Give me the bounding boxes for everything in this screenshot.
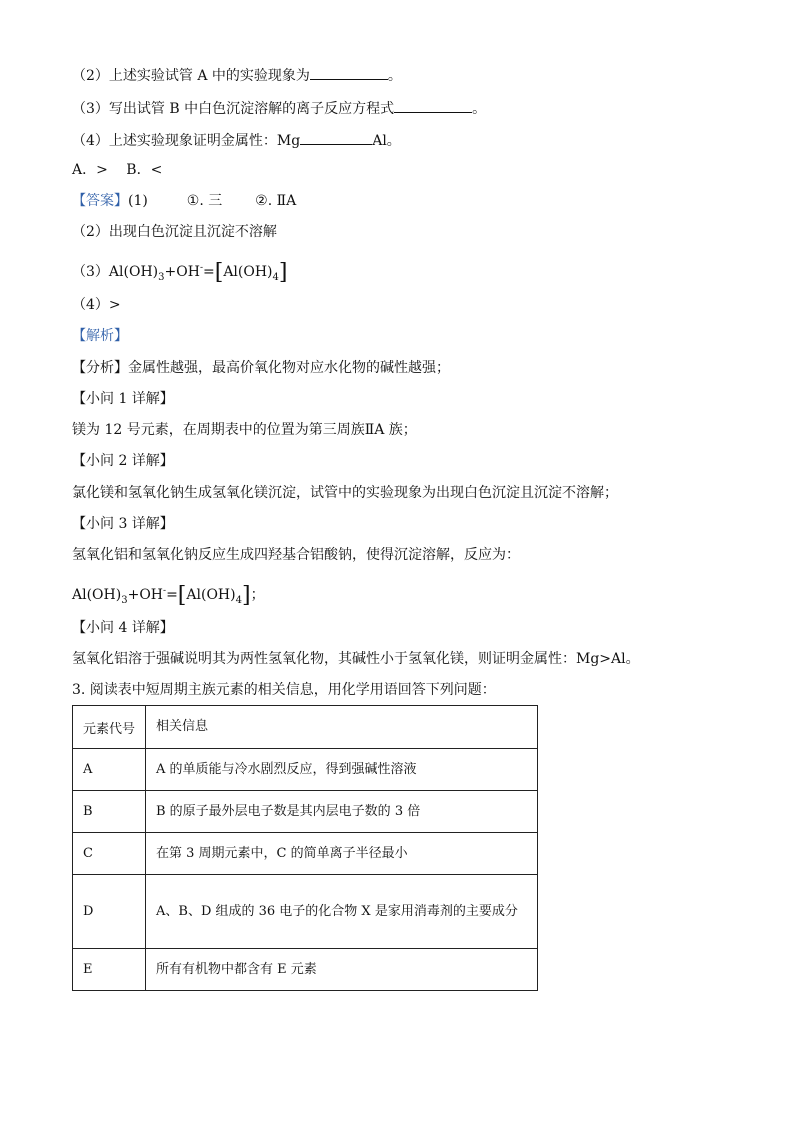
question-2: （2）上述实验试管 A 中的实验现象为 。 [72,65,402,86]
subquestion-4-title: 【小问 4 详解】 [72,620,174,636]
question-3: （3）写出试管 B 中白色沉淀溶解的离子反应方程式 。 [72,98,486,119]
options: A．> B．< [72,162,163,178]
element-info-cell: 在第 3 周期元素中，C 的简单离子半径最小 [146,833,538,875]
element-code-cell: C [73,833,146,875]
answer-blank[interactable] [394,98,472,113]
element-info-cell: 所有有机物中都含有 E 元素 [146,949,538,991]
subquestion-3-text: 氢氧化铝和氢氧化钠反应生成四羟基合铝酸钠，使得沉淀溶解，反应为： [72,547,520,563]
table-row [73,875,538,949]
right-bracket-icon: ] [278,260,288,285]
subquestion-1-title: 【小问 1 详解】 [72,391,174,407]
subquestion-2-text: 氯化镁和氢氧化钠生成氢氧化镁沉淀，试管中的实验现象为出现白色沉淀且沉淀不溶解； [72,485,618,501]
element-code-cell: A [73,749,146,791]
table-row [73,791,538,833]
answer-1: 【答案】(1) ①. 三 ②. ⅡA [72,193,297,209]
left-bracket-icon: [ [177,583,187,608]
element-code-cell: D [73,875,146,949]
answer-2: （2）出现白色沉淀且沉淀不溶解 [72,224,277,240]
element-info-table [72,705,538,991]
subquestion-1-text: 镁为 12 号元素，在周期表中的位置为第三周族ⅡA 族； [72,422,417,438]
ionic-equation: $Al(OH)_3+OH^-=[Al(OH)_4]$ [72,583,251,608]
answer-4: （4）> [72,297,121,313]
subquestion-2-title: 【小问 2 详解】 [72,453,174,469]
subquestion-3-equation: $Al(OH)_3+OH^-=[Al(OH)_4]$； [72,583,265,608]
answer-blank[interactable] [300,130,372,145]
header-cell: 相关信息 [146,706,538,749]
element-code-cell: E [73,949,146,991]
table-header-row [73,706,538,749]
analysis-summary: 【分析】金属性越强，最高价氧化物对应水化物的碱性越强； [72,360,450,376]
subquestion-3-title: 【小问 3 详解】 [72,516,174,532]
ionic-equation: $Al(OH)_3+OH^-=[Al(OH)_4]$ [108,260,288,285]
left-bracket-icon: [ [214,260,224,285]
element-info-cell: A、B、D 组成的 36 电子的化合物 X 是家用消毒剂的主要成分 [146,875,538,949]
question-4: （4）上述实验现象证明金属性：Mg Al。 [72,130,401,151]
answer-3: $(3)Al(OH)_3+OH^-=[Al(OH)_4]$ [72,260,288,285]
table-row [73,833,538,875]
subquestion-4-text: 氢氧化铝溶于强碱说明其为两性氢氧化物，其碱性小于氢氧化镁，则证明金属性：Mg>Al。 [72,651,640,667]
circled-one-icon: ① [186,193,200,209]
table-row [73,749,538,791]
element-info-cell: B 的原子最外层电子数是其内层电子数的 3 倍 [146,791,538,833]
element-code-cell: B [73,791,146,833]
header-cell: 元素代号 [73,706,146,749]
answer-tag: 【答案】 [72,193,128,209]
table-row [73,949,538,991]
question-3-prompt: 3. 阅读表中短周期主族元素的相关信息，用化学用语回答下列问题： [72,682,496,698]
answer-blank[interactable] [310,65,388,80]
analysis-tag: 【解析】 [72,328,128,344]
element-info-cell: A 的单质能与冷水剧烈反应，得到强碱性溶液 [146,749,538,791]
circled-two-icon: ② [255,193,268,209]
right-bracket-icon: ] [241,583,251,608]
